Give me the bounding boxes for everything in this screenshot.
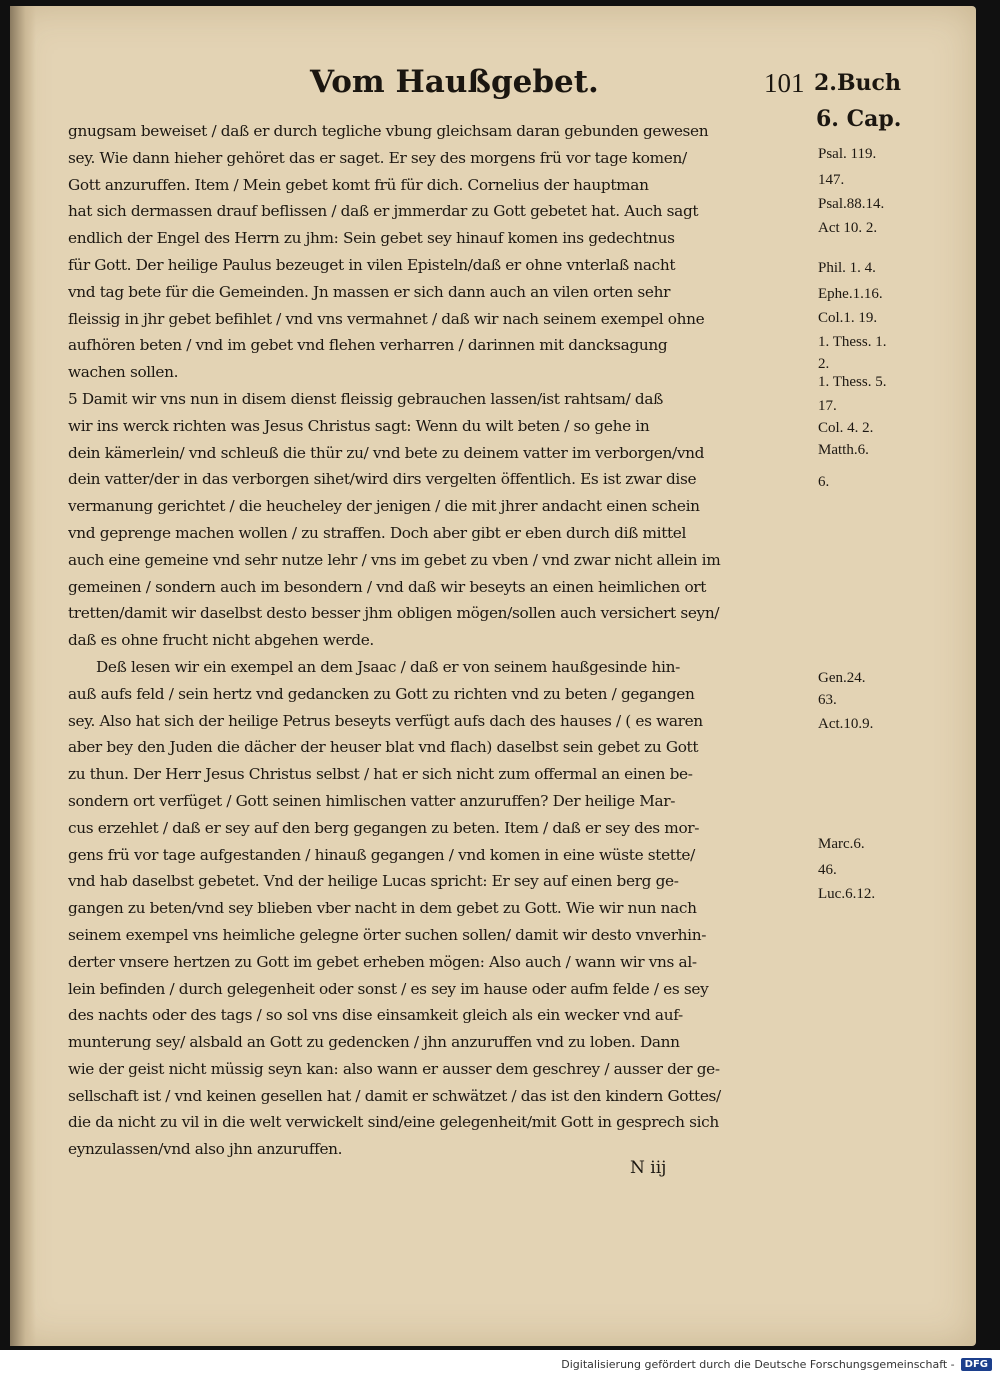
text-line: auch eine gemeine vnd sehr nutze lehr / vns im gebet zu vben / vnd zwar nicht allein im bbox=[68, 550, 721, 569]
text-line: sey. Also hat sich der heilige Petrus beseyts verfügt aufs dach des hauses / ( es waren bbox=[68, 711, 703, 730]
margin-reference: 1. Thess. 5. bbox=[818, 374, 887, 390]
text-line: hat sich dermassen drauf beflissen / daß er jmmerdar zu Gott gebetet hat. Auch sagt bbox=[68, 202, 699, 221]
margin-reference: 2. bbox=[818, 356, 830, 372]
text-line: gangen zu beten/vnd sey blieben vber nacht in dem gebet zu Gott. Wie wir nun nach bbox=[68, 899, 697, 918]
text-line: Gott anzuruffen. Item / Mein gebet komt frü für dich. Cornelius der hauptman bbox=[68, 175, 649, 194]
margin-reference: Act 10. 2. bbox=[818, 220, 878, 236]
footer-text: Digitalisierung gefördert durch die Deutsche Forschungsgemeinschaft - bbox=[561, 1358, 955, 1371]
text-line: Deß lesen wir ein exempel an dem Jsaac / daß er von seinem haußgesinde hin- bbox=[96, 657, 680, 676]
text-line: daß es ohne frucht nicht abgehen werde. bbox=[68, 631, 374, 650]
text-line: zu thun. Der Herr Jesus Christus selbst / hat er sich nicht zum offermal an einen be- bbox=[68, 765, 693, 784]
text-line: fleissig in jhr gebet befihlet / vnd vns vermahnet / daß wir nach seinem exempel ohne bbox=[68, 309, 705, 328]
margin-reference: Ephe.1.16. bbox=[818, 286, 883, 302]
text-line: vermanung gerichtet / die heucheley der jenigen / die mit jhrer andacht einen schein bbox=[68, 497, 700, 516]
text-line: vnd hab daselbst gebetet. Vnd der heilige Lucas spricht: Er sey auf einen berg ge- bbox=[68, 872, 679, 891]
text-line: endlich der Engel des Herrn zu jhm: Sein gebet sey hinauf komen ins gedechtnus bbox=[68, 229, 675, 248]
margin-reference: Marc.6. bbox=[818, 836, 865, 852]
text-line: sey. Wie dann hieher gehöret das er saget. Er sey des morgens frü vor tage komen/ bbox=[68, 148, 687, 167]
text-line: gens frü vor tage aufgestanden / hinauß gegangen / vnd komen in eine wüste stette/ bbox=[68, 845, 695, 864]
margin-reference: 6. bbox=[818, 474, 830, 490]
margin-reference: Psal. 119. bbox=[818, 146, 877, 162]
book-label: 2.Buch bbox=[814, 70, 901, 96]
text-line: sellschaft ist / vnd keinen gesellen hat / damit er schwätzet / das ist den kindern Gottes/ bbox=[68, 1086, 721, 1105]
text-line: sondern ort verfüget / Gott seinen himlischen vatter anzuruffen? Der heilige Mar- bbox=[68, 791, 676, 810]
margin-reference: 1. Thess. 1. bbox=[818, 334, 887, 350]
text-line: gemeinen / sondern auch im besondern / vnd daß wir beseyts an einen heimlichen ort bbox=[68, 577, 707, 596]
text-line: vnd geprenge machen wollen / zu straffen. Doch aber gibt er eben durch diß mittel bbox=[68, 523, 687, 542]
signature-mark: N iij bbox=[630, 1158, 667, 1178]
margin-reference: 17. bbox=[818, 398, 837, 414]
text-line: gnugsam beweiset / daß er durch tegliche vbung gleichsam daran gebunden gewesen bbox=[68, 122, 709, 140]
margin-reference: Col.1. 19. bbox=[818, 310, 878, 326]
page-gutter bbox=[10, 6, 36, 1346]
margin-reference: Act.10.9. bbox=[818, 716, 874, 732]
margin-reference: 147. bbox=[818, 172, 845, 188]
dfg-logo: DFG bbox=[961, 1358, 992, 1371]
text-line: wir ins werck richten was Jesus Christus sagt: Wenn du wilt beten / so gehe in bbox=[68, 416, 650, 435]
text-line: des nachts oder des tags / so sol vns dise einsamkeit gleich als ein wecker vnd auf- bbox=[68, 1006, 683, 1025]
text-line: dein vatter/der in das verborgen sihet/wird dirs vergelten öffentlich. Es ist zwar dise bbox=[68, 470, 697, 489]
text-line: aufhören beten / vnd im gebet vnd flehen verharren / darinnen mit dancksagung bbox=[68, 336, 668, 355]
text-line: aber bey den Juden die dächer der heuser blat vnd flach) daselbst sein gebet zu Gott bbox=[68, 738, 699, 757]
text-line: tretten/damit wir daselbst desto besser jhm obligen mögen/sollen auch versichert seyn/ bbox=[68, 604, 720, 623]
text-line: 5 Damit wir vns nun in disem dienst fleissig gebrauchen lassen/ist rahtsam/ daß bbox=[68, 389, 663, 408]
text-line: wachen sollen. bbox=[68, 363, 179, 382]
chapter-label: 6. Cap. bbox=[816, 106, 902, 132]
running-header bbox=[10, 64, 976, 108]
text-line: seinem exempel vns heimliche gelegne örter suchen sollen/ damit wir desto vnverhin- bbox=[68, 925, 707, 944]
text-line: wie der geist nicht müssig seyn kan: also wann er ausser dem geschrey / ausser der ge- bbox=[68, 1059, 720, 1078]
book-page bbox=[10, 6, 976, 1346]
margin-reference: Psal.88.14. bbox=[818, 196, 885, 212]
margin-reference: Phil. 1. 4. bbox=[818, 260, 876, 276]
text-line: für Gott. Der heilige Paulus bezeuget in vilen Episteln/daß er ohne vnterlaß nacht bbox=[68, 255, 676, 274]
margin-reference: 63. bbox=[818, 692, 837, 708]
running-title: Vom Haußgebet. bbox=[310, 64, 599, 100]
text-line: die da nicht zu vil in die welt verwickelt sind/eine gelegenheit/mit Gott in gesprech sich bbox=[68, 1113, 719, 1132]
margin-reference: Luc.6.12. bbox=[818, 886, 876, 902]
text-line: eynzulassen/vnd also jhn anzuruffen. bbox=[68, 1140, 343, 1159]
page-number: 101 bbox=[764, 68, 805, 98]
text-line: dein kämerlein/ vnd schleuß die thür zu/ vnd bete zu deinem vatter im verborgen/vnd bbox=[68, 443, 705, 462]
margin-reference: 46. bbox=[818, 862, 837, 878]
text-line: auß aufs feld / sein hertz vnd gedancken zu Gott zu richten vnd zu beten / gegangen bbox=[68, 684, 695, 703]
margin-reference: Col. 4. 2. bbox=[818, 420, 874, 436]
text-line: cus erzehlet / daß er sey auf den berg gegangen zu beten. Item / daß er sey des mor- bbox=[68, 818, 700, 837]
margin-reference: Matth.6. bbox=[818, 442, 869, 458]
text-line: vnd tag bete für die Gemeinden. Jn massen er sich dann auch an vilen orten sehr bbox=[68, 282, 671, 301]
margin-reference: Gen.24. bbox=[818, 670, 866, 686]
text-line: derter vnsere hertzen zu Gott im gebet erheben mögen: Also auch / wann wir vns al- bbox=[68, 952, 697, 971]
body-text bbox=[68, 118, 818, 1163]
digitization-footer bbox=[561, 1358, 992, 1371]
text-line: munterung sey/ alsbald an Gott zu gedencken / jhn anzuruffen vnd zu loben. Dann bbox=[68, 1033, 680, 1052]
text-line: lein befinden / durch gelegenheit oder sonst / es sey im hause oder aufm felde / es sey bbox=[68, 979, 709, 998]
